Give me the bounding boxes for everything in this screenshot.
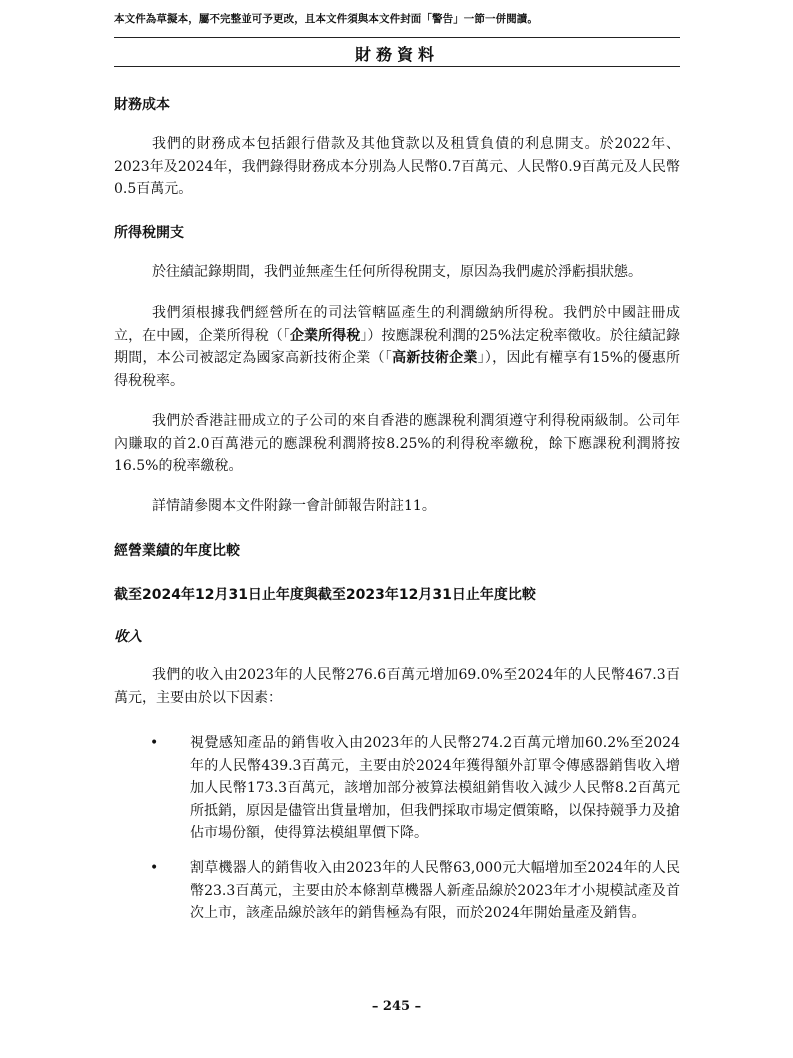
income-tax-p2-part-2: 」）按應課稅利潤的25%法定稅率徵收。於往績記錄期間，本公司被認定為國家高新技術企業（「: [114, 327, 681, 366]
yoy-comparison-subheading: 截至2024年12月31日止年度與截至2023年12月31日止年度比較: [114, 587, 536, 603]
header-bottom-rule: [114, 66, 680, 67]
finance-costs-paragraph: 我們的財務成本包括銀行借款及其他貸款以及租賃負債的利息開支。於2022年、2023年及2024年，我們錄得財務成本分別為人民幣0.7百萬元、人民幣0.9百萬元及人民幣0.5百萬元。: [114, 136, 680, 197]
bullet-marker: •: [150, 735, 159, 751]
revenue-paragraph: 我們的收入由2023年的人民幣276.6百萬元增加69.0%至2024年的人民幣467.3百萬元，主要由於以下因素：: [114, 667, 680, 706]
income-tax-heading: 所得稅開支: [114, 225, 184, 241]
draft-warning-banner: 本文件為草擬本，屬不完整並可予更改，且本文件須與本文件封面「警告」一節一併閱讀。: [114, 13, 538, 25]
eit-defined-term: 企業所得稅: [289, 327, 361, 344]
finance-costs-heading: 財務成本: [114, 97, 170, 113]
page-number: – 245 –: [371, 999, 422, 1014]
revenue-heading: 收入: [114, 629, 142, 645]
revenue-bullet-mower: [114, 857, 680, 925]
section-title: 財務資料: [354, 45, 439, 64]
income-tax-paragraph-2: [114, 302, 680, 392]
bullet-marker: •: [150, 860, 159, 876]
income-tax-paragraph-3: 我們於香港註冊成立的子公司的來自香港的應課稅利潤須遵守利得稅兩級制。公司年內賺取的首2.0百萬港元的應課稅利潤將按8.25%的利得稅率繳稅，餘下應課稅利潤將按16.5%的稅率繳稅。: [114, 413, 680, 474]
yoy-comparison-heading: 經營業績的年度比較: [114, 543, 240, 559]
income-tax-p2-part-1: 我們須根據我們經營所在的司法管轄區產生的利潤繳納所得稅。我們於中國註冊成立，在中國，企業所得稅（「: [114, 305, 680, 344]
income-tax-paragraph-1: 於往績記錄期間，我們並無產生任何所得稅開支，原因為我們處於淨虧損狀態。: [152, 264, 642, 280]
bullet-text: 割草機器人的銷售收入由2023年的人民幣63,000元大幅增加至2024年的人民幣23.3百萬元，主要由於本條割草機器人新產品線於2023年才小規模試產及首次上市，該產品線於該年的銷售極為有限，而於2024年開始量產及銷售。: [190, 860, 680, 921]
hnte-defined-term: 高新技術企業: [392, 350, 478, 366]
header-top-rule: [114, 37, 680, 38]
revenue-bullet-vision: [114, 732, 680, 845]
bullet-text: 視覺感知產品的銷售收入由2023年的人民幣274.2百萬元增加60.2%至2024年的人民幣439.3百萬元，主要由於2024年獲得額外訂單令傳感器銷售收入增加人民幣173.3百萬元，該增加部分被算法模組銷售收入減少人民幣8.2百萬元所抵銷，原因是儘管出貨量增加，但我們採取市場定價策略，以保持競爭力及搶佔市場份額，使得算法模組單價下降。: [190, 735, 680, 841]
income-tax-paragraph-4: 詳情請參閱本文件附錄一會計師報告附註11。: [152, 498, 436, 514]
income-tax-p2-part-3: 」），因此有權享有15%的優惠所得稅稅率。: [114, 350, 681, 389]
